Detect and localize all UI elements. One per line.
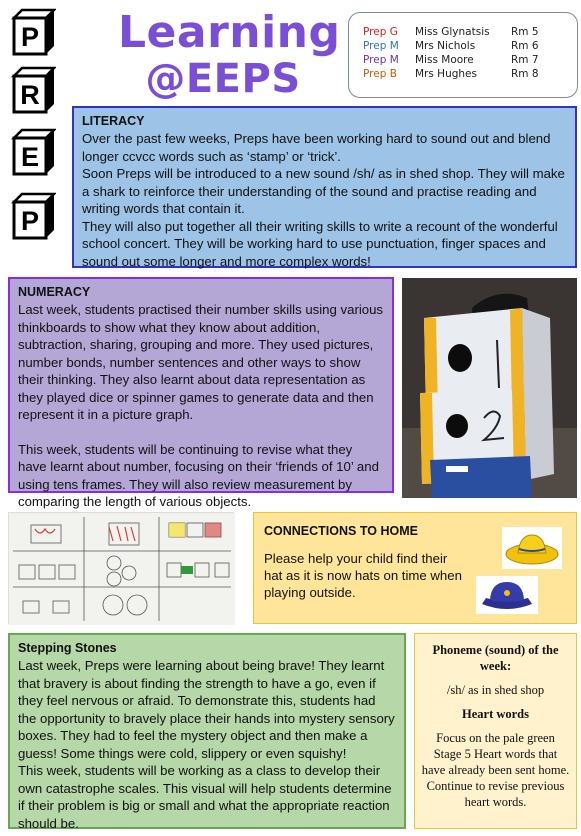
staff-row (363, 25, 577, 39)
numeracy-panel (8, 277, 394, 509)
staff-row (363, 39, 577, 53)
letter-cube-p2 (10, 192, 56, 240)
heart-words-heading: Heart words (462, 707, 529, 721)
numeracy-paragraph: This week, students will be continuing to revise what they have learnt about number, focusing on their ‘friends of 10’ and using tens frames. They will also review measurement by comparing the length of various objects. (18, 441, 379, 509)
staff-class: Prep M (363, 54, 399, 66)
literacy-paragraph: Over the past few weeks, Preps have been working hard to sound out and blend longer ccvcc words such as ‘stamp’ or ‘trick’. (82, 131, 551, 164)
title-line-2: @EEPS (145, 56, 301, 102)
stones-heading: Stepping Stones (18, 641, 117, 655)
letter-cube-r (10, 66, 56, 114)
literacy-heading: LITERACY (82, 114, 145, 128)
letter-cube-e (10, 128, 56, 176)
cube-letter: R (20, 80, 40, 110)
yellow-hat-icon (502, 527, 562, 574)
staff-room: Rm 6 (511, 40, 539, 52)
staff-row (363, 67, 577, 81)
staff-class: Prep M (363, 40, 399, 52)
staff-room: Rm 5 (511, 26, 539, 38)
letter-cube-p (10, 8, 56, 56)
staff-row (363, 53, 577, 67)
numeracy-paragraph: Last week, students practised their number skills using various thinkboards to show what they know about addition, subtraction, sharing, grouping and more. They used pictures, number bonds, number sentences and other ways to show their thinking. They also learnt about data representation as they played dice or spinner games to generate data and then represent it in a picture graph. (18, 302, 384, 422)
literacy-paragraph: They will also put together all their writing skills to write a recount of the wonderful school concert. They will be working hard to use punctuation, finger spaces and sound out some longer and more complex words! (82, 218, 558, 269)
stones-paragraph: Last week, Preps were learning about being brave! They learnt that bravery is about finding the strength to have a go, even if they feel nervous or afraid. To demonstrate this, students had the opportunity to bravely place their hands into mystery sensory boxes. They had to feel the mystery object and then make a guess! Some things were cold, slippery or even squishy! (18, 658, 395, 761)
staff-teacher: Miss Moore (415, 54, 474, 66)
phoneme-heading: Phoneme (sound) of the week: (432, 643, 559, 673)
staff-room: Rm 8 (511, 68, 539, 80)
cube-letter: P (20, 206, 40, 236)
thinkboard-worksheet-image (8, 512, 234, 624)
stepping-stones-panel (8, 633, 406, 829)
connections-home-panel (253, 512, 577, 624)
staff-class: Prep B (363, 68, 397, 80)
heart-words-text: Focus on the pale green Stage 5 Heart words that have already been sent home. Continue to revise previous heart words. (421, 731, 570, 809)
boxes-photo (402, 278, 577, 498)
staff-teacher: Miss Glynatsis (415, 26, 490, 38)
staff-class: Prep G (363, 26, 398, 38)
staff-teacher: Mrs Nichols (415, 40, 476, 52)
numeracy-heading: NUMERACY (18, 285, 91, 299)
staff-room: Rm 7 (511, 54, 539, 66)
literacy-panel (72, 106, 577, 268)
cube-letter: E (20, 142, 40, 172)
home-heading: CONNECTIONS TO HOME (264, 524, 418, 538)
staff-teacher: Mrs Hughes (415, 68, 477, 80)
phoneme-panel (414, 633, 577, 829)
title-line-1: Learning (118, 7, 341, 58)
stones-paragraph: This week, students will be working as a class to develop their own catastrophe scales. This visual will help students determine if their problem is big or small and what the appropriate reaction should be. (18, 763, 392, 831)
phoneme-sound: /sh/ as in shed shop (446, 683, 545, 697)
literacy-paragraph: Soon Preps will be introduced to a new sound /sh/ as in shed shop. They will make a shark to reinforce their understanding of the sound and practise reading and writing words that contain it. (82, 166, 565, 216)
staff-list (348, 12, 578, 98)
blue-hat-icon (476, 576, 538, 619)
home-text: Please help your child find their hat as it is now hats on time when playing outside. (264, 551, 462, 600)
cube-letter: P (20, 22, 40, 52)
